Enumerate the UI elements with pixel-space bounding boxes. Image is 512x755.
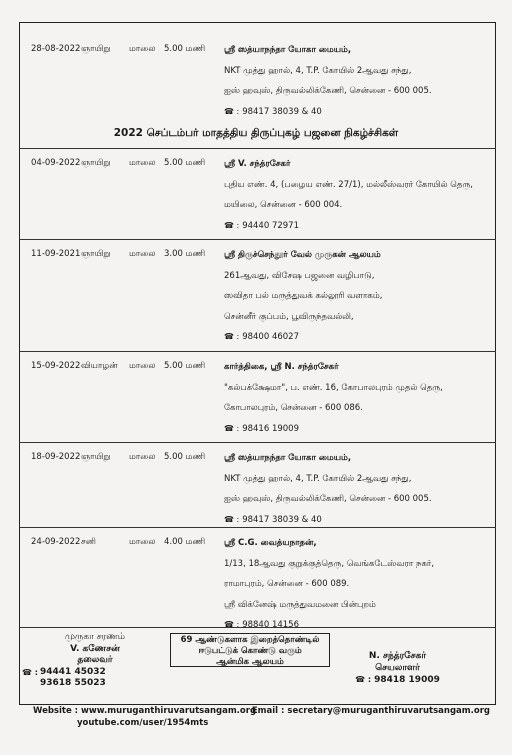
event-line: ஐஸ் ஹவுஸ், திருவல்லிக்கேணி, சென்னை - 600 005. [224, 86, 432, 96]
phone-number: 98400 46027 [242, 332, 299, 342]
secretary-block [335, 651, 460, 687]
event-phone [224, 220, 492, 241]
phone-number: 98417 38039 & 40 [242, 514, 322, 525]
event-date: 24-09-2022 [31, 537, 81, 547]
telephone-icon: ☎ : [224, 332, 240, 341]
telephone-icon: ☎ : [224, 620, 240, 629]
telephone-icon: ☎ : [355, 675, 372, 684]
event-time-of-day: மாலை [129, 452, 156, 462]
event-phone [224, 514, 492, 535]
organization-tagline [170, 633, 330, 667]
event-line: NKT முத்து ஹால், 4, T.P. கோயில் 2ஆவது சந்து, [224, 65, 412, 76]
divider [19, 148, 496, 149]
event-time-of-day: மாலை [129, 249, 156, 259]
president-block [22, 632, 150, 690]
event-day: வியாழன் [81, 361, 118, 371]
event-time: 5.00 மணி [164, 158, 206, 168]
tagline-line: ஈடுபட்டுக் கொண்டு வரும் [198, 646, 302, 656]
tagline-line: ஆன்மிக ஆலயம் [216, 657, 284, 667]
divider [19, 239, 496, 240]
event-line: "கல்பக்க்ஷேமா", ப. எண். 16, கோபாலபுரம் முதல் தெரு, [224, 382, 443, 393]
event-line: 261ஆவது, விசேஷ பஜனை வழிபாடு, [224, 270, 375, 281]
event-time: 4.00 மணி [164, 537, 206, 547]
salutation: முருகா சரணம் [65, 632, 125, 642]
event-time-of-day: மாலை [129, 537, 156, 547]
event-time: 5.00 மணி [164, 452, 206, 462]
event-line: புதிய எண். 4, (பழைய எண். 27/1), மல்லீஸ்வரர் கோயில் தெரு, [224, 179, 474, 190]
event-time: 5.00 மணி [164, 44, 206, 54]
telephone-icon: ☎ : [22, 667, 38, 677]
web-links [33, 706, 256, 729]
email-link[interactable]: Email : secretary@muruganthiruvarutsangam.org [251, 706, 490, 716]
president-role: தலைவர் [77, 655, 113, 665]
secretary-phone: ☎ : 98418 19009 [355, 675, 440, 685]
event-line: 1/13, 18ஆவது குறுக்குத்தெரு, வெங்கடேஸ்வரா நகர், [224, 558, 435, 569]
event-date: 28-08-2022 [31, 44, 81, 54]
event-line: ஸ்ரீ விக்னேஷ் மருத்துவமனை பின்புறம் [224, 599, 376, 610]
event-time-of-day: மாலை [129, 158, 156, 168]
event-date: 04-09-2022 [31, 158, 81, 168]
event-phone [224, 423, 492, 444]
telephone-icon: ☎ : [224, 423, 240, 433]
event-day: ஞாயிறு [81, 452, 111, 462]
divider [19, 527, 496, 528]
event-line: கோபாலபுரம், சென்னை - 600 086. [224, 403, 363, 413]
event-line: ஸ்ரீ ஸத்யாநந்தா யோகா மையம், [224, 453, 352, 463]
telephone-icon: ☎ : [224, 514, 240, 524]
event-day: சனி [81, 537, 96, 547]
event-date: 11-09-2021 [31, 249, 81, 259]
telephone-icon: ☎ : [224, 220, 240, 230]
event-line: சென்னீர் குப்பம், பூவிருந்தவல்லி, [224, 311, 354, 322]
event-line: ஸ்ரீ திருச்செந்தூர் வேல் முருகன் ஆலயம் [224, 250, 381, 260]
event-line: கார்த்திகை, ஸ்ரீ N. சந்த்ரசேகர் [224, 362, 339, 372]
section-heading: 2022 செப்டம்பர் மாதத்திய திருப்புகழ் பஜனை நிகழ்ச்சிகள் [113, 127, 399, 139]
event-day: ஞாயிறு [81, 249, 111, 259]
event-day: ஞாயிறு [81, 44, 111, 54]
youtube-link[interactable]: youtube.com/user/1954mts [77, 717, 209, 728]
divider [19, 442, 496, 443]
event-phone [224, 106, 492, 127]
website-link[interactable]: Website : www.muruganthiruvarutsangam.org [33, 706, 257, 716]
phone-number: 94440 72971 [242, 220, 299, 231]
president-name: V. கணேசன் [70, 643, 120, 654]
event-time-of-day: மாலை [129, 361, 156, 371]
event-line: ஸ்ரீ V. சந்த்ரசேகர் [224, 159, 291, 169]
event-line: ஐஸ் ஹவுஸ், திருவல்லிக்கேணி, சென்னை - 600 005. [224, 494, 432, 504]
phone-number: 98417 38039 & 40 [242, 106, 322, 117]
divider [19, 351, 496, 352]
event-day: ஞாயிறு [81, 158, 111, 168]
event-time: 3.00 மணி [164, 249, 206, 259]
event-line: ராமாபுரம், சென்னை - 600 089. [224, 579, 350, 589]
event-line: ஸ்ரீ ஸத்யாநந்தா யோகா மையம், [224, 45, 352, 55]
event-date: 15-09-2022 [31, 361, 81, 371]
event-line: ஸவிதா பல் மருத்துவக் கல்லூரி வளாகம், [224, 291, 383, 301]
event-date: 18-09-2022 [31, 452, 81, 462]
telephone-icon: ☎ : [224, 106, 240, 116]
tagline-line: 69 ஆண்டுகளாக இறைத்தொண்டில் [180, 635, 320, 645]
phone-number: 98416 19009 [242, 423, 299, 434]
event-line: NKT முத்து ஹால், 4, T.P. கோயில் 2ஆவது சந்து, [224, 473, 412, 484]
phone-number: 98840 14156 [242, 620, 299, 630]
secretary-role: செயலாளர் [375, 662, 420, 673]
event-phone [224, 331, 492, 352]
event-time-of-day: மாலை [129, 44, 156, 54]
secretary-name: N. சந்த்ரசேகர் [368, 651, 427, 661]
president-phone: 93618 55023 [40, 678, 106, 688]
divider [19, 627, 496, 628]
president-phone: ☎ : 94441 45032 [22, 666, 106, 677]
event-line: மயிலை, சென்னை - 600 004. [224, 200, 343, 210]
event-time: 5.00 மணி [164, 361, 206, 371]
event-line: ஸ்ரீ C.G. வைத்யநாதன், [224, 538, 317, 548]
